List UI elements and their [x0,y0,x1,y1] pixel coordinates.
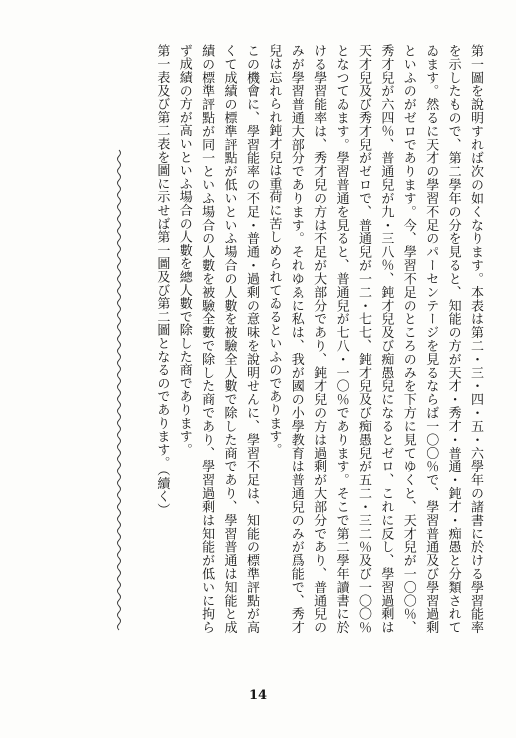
paragraph-conclusion: 第一表及び第二表を圖に示せば第一圖及び第二圖となるのであります。（續く） [154,44,170,517]
page-number: 14 [248,688,268,703]
paragraph-figure-explanation: 第一圖を說明すれば次の如くなります。本表は第二・三・四・五・六學年の諸書に於ける學習能率を示したもので、第二學年の分を見ると、知能の方が天才・秀才・普通・鈍才・痴愚と分類されてゐます。然るに天才の學習不足のパーセンテージを見るならば一〇〇％で、學習普通及び學習過剩といふのがゼロであります。今、學習不足のところのみを下方に見てゆくと、天才兒が一〇〇％、秀才兒が六四％、普通兒が九・三八％、鈍才兒及び痴愚兒になるとゼロ、これに反し、學習過剩は天才兒及び秀才兒がゼロで、普通兒が一二・七七、鈍才兒及び痴愚兒が五二・三二％及び一〇〇％となつてゐます。學習普通を見ると、普通兒が七八・一〇％であります。そこで第二學年讀書に於ける學習能率は、秀才兒の方は不足が大部分であり、鈍才兒の方は過剩が大部分であり、普通兒のみが學習普通大部分であります。それゆゑに私は、我が國の小學教育は普通兒のみが爲能で、秀才兒は忘れられ鈍才兒は重荷に苦しめられてゐるといふのであります。 [266,44,483,634]
paragraph-definitions: この機會に、學習能率の不足・普通・過剩の意味を說明せんに、學習不足は、知能の標準評點が高くて成績の標準評點が低いといふ場合の人數を被驗全人數で除した商であり、學習普通は知能と成績の標準評點が同一といふ場合の人數を被驗全數で除した商であり、學習過剩は知能が低いに拘らず成績の方が高いといふ場合の人數を總人數で除した商であります。 [176,44,259,634]
body-text [154,44,486,634]
wavy-divider-line [114,150,124,630]
